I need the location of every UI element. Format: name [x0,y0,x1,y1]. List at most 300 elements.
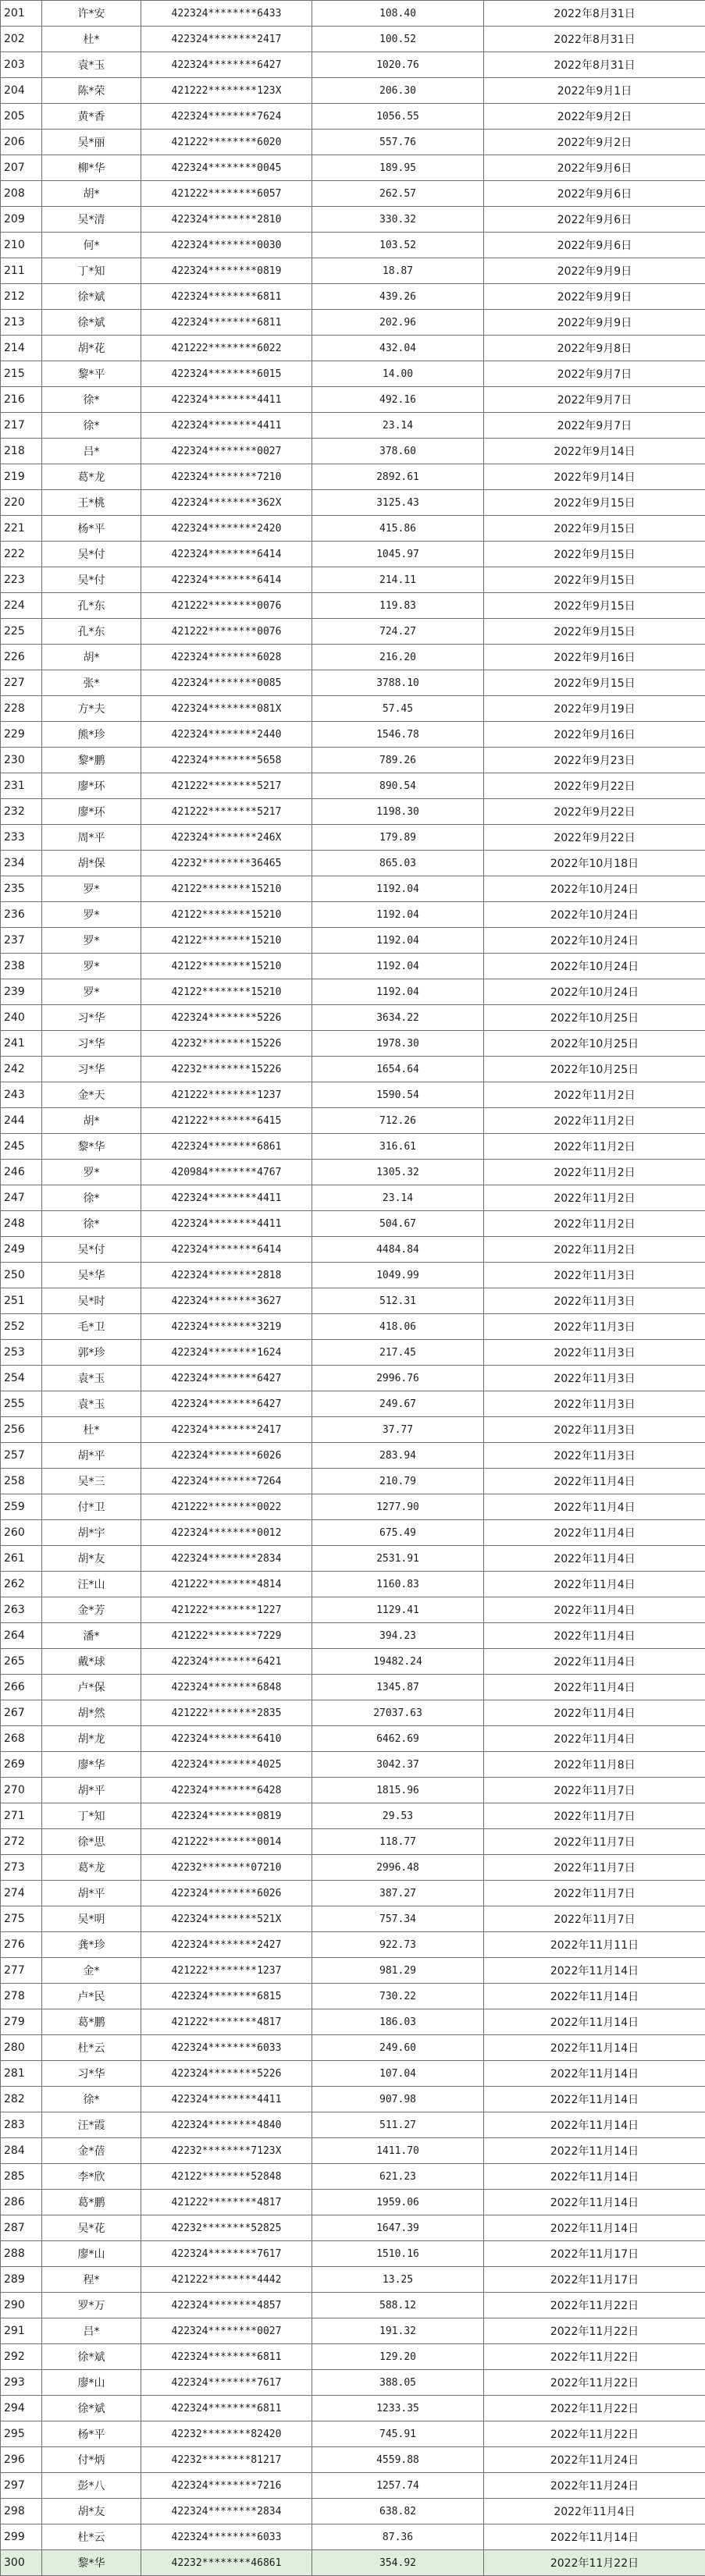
id-number-cell: 421222********4817 [141,2009,312,2035]
amount-cell: 1305.32 [312,1160,484,1185]
name-cell: 柳*华 [42,155,141,181]
date-cell: 2022年11月4日 [484,1700,705,1726]
amount-cell: 418.06 [312,1314,484,1340]
id-number-cell: 422324********0819 [141,1803,312,1829]
id-number-cell: 421222********4817 [141,2190,312,2215]
table-row [1,2370,705,2396]
table-row [1,1881,705,1906]
id-number-cell: 421222********6057 [141,181,312,207]
name-cell: 杨*平 [42,516,141,542]
name-cell: 吴*三 [42,1469,141,1494]
amount-cell: 387.27 [312,1881,484,1906]
table-row [1,1443,705,1469]
date-cell: 2022年9月14日 [484,464,705,490]
id-number-cell: 42232********36465 [141,851,312,876]
name-cell: 卢*民 [42,1984,141,2009]
date-cell: 2022年11月4日 [484,1649,705,1675]
row-index-cell: 251 [1,1288,42,1314]
table-row [1,2215,705,2241]
date-cell: 2022年9月16日 [484,645,705,670]
table-row [1,2190,705,2215]
name-cell: 吴*丽 [42,130,141,155]
row-index-cell: 206 [1,130,42,155]
table-row [1,361,705,387]
name-cell: 葛*鹏 [42,2190,141,2215]
date-cell: 2022年11月3日 [484,1391,705,1417]
table-row [1,593,705,619]
amount-cell: 907.98 [312,2087,484,2112]
amount-cell: 2996.48 [312,1855,484,1881]
date-cell: 2022年11月4日 [484,1726,705,1752]
id-number-cell: 421222********0076 [141,619,312,645]
table-row [1,1803,705,1829]
table-row [1,773,705,799]
table-row [1,2035,705,2061]
table-row [1,439,705,464]
table-row [1,1314,705,1340]
date-cell: 2022年10月24日 [484,928,705,954]
amount-cell: 378.60 [312,439,484,464]
date-cell: 2022年11月3日 [484,1263,705,1288]
table-row [1,1597,705,1623]
table-row [1,1185,705,1211]
table-row [1,1417,705,1443]
amount-cell: 712.26 [312,1108,484,1134]
table-row [1,2524,705,2550]
table-row [1,902,705,928]
amount-cell: 415.86 [312,516,484,542]
name-cell: 龚*珍 [42,1932,141,1958]
amount-cell: 107.04 [312,2061,484,2087]
name-cell: 习*华 [42,2061,141,2087]
row-index-cell: 233 [1,825,42,851]
amount-cell: 23.14 [312,1185,484,1211]
table-row [1,1778,705,1803]
row-index-cell: 217 [1,413,42,439]
date-cell: 2022年11月7日 [484,1778,705,1803]
name-cell: 胡*龙 [42,1726,141,1752]
id-number-cell: 42232********52825 [141,2215,312,2241]
id-number-cell: 422324********0819 [141,258,312,284]
name-cell: 孔*东 [42,593,141,619]
name-cell: 汪*山 [42,1572,141,1597]
amount-cell: 1192.04 [312,902,484,928]
name-cell: 胡* [42,181,141,207]
table-row [1,1057,705,1082]
id-number-cell: 421222********0022 [141,1494,312,1520]
id-number-cell: 42232********81217 [141,2447,312,2473]
name-cell: 胡* [42,645,141,670]
id-number-cell: 422324********6410 [141,1726,312,1752]
date-cell: 2022年9月1日 [484,78,705,104]
amount-cell: 216.20 [312,645,484,670]
date-cell: 2022年11月14日 [484,2524,705,2550]
amount-cell: 730.22 [312,1984,484,2009]
amount-cell: 118.77 [312,1829,484,1855]
row-index-cell: 293 [1,2370,42,2396]
amount-cell: 1233.35 [312,2396,484,2421]
name-cell: 胡*平 [42,1443,141,1469]
row-index-cell: 225 [1,619,42,645]
table-row [1,722,705,748]
row-index-cell: 229 [1,722,42,748]
id-number-cell: 421222********4814 [141,1572,312,1597]
id-number-cell: 422324********0027 [141,2318,312,2344]
id-number-cell: 422324********5226 [141,2061,312,2087]
amount-cell: 249.60 [312,2035,484,2061]
name-cell: 胡*然 [42,1700,141,1726]
amount-cell: 1192.04 [312,928,484,954]
name-cell: 徐*斌 [42,2344,141,2370]
id-number-cell: 422324********081X [141,696,312,722]
id-number-cell: 42232********7123X [141,2138,312,2164]
row-index-cell: 296 [1,2447,42,2473]
date-cell: 2022年11月24日 [484,2473,705,2499]
name-cell: 徐*斌 [42,310,141,336]
id-number-cell: 42122********52848 [141,2164,312,2190]
table-row [1,52,705,78]
id-number-cell: 422324********2440 [141,722,312,748]
id-number-cell: 422324********521X [141,1906,312,1932]
row-index-cell: 202 [1,27,42,52]
id-number-cell: 422324********0012 [141,1520,312,1546]
id-number-cell: 422324********7617 [141,2370,312,2396]
name-cell: 郭*珍 [42,1340,141,1366]
amount-cell: 1654.64 [312,1057,484,1082]
name-cell: 彭*八 [42,2473,141,2499]
name-cell: 吴*付 [42,542,141,567]
id-number-cell: 422324********6414 [141,1237,312,1263]
id-number-cell: 422324********6026 [141,1443,312,1469]
row-index-cell: 227 [1,670,42,696]
amount-cell: 922.73 [312,1932,484,1958]
name-cell: 金* [42,1958,141,1984]
row-index-cell: 234 [1,851,42,876]
date-cell: 2022年11月22日 [484,2293,705,2318]
table-row [1,181,705,207]
amount-cell: 316.61 [312,1134,484,1160]
date-cell: 2022年11月2日 [484,1160,705,1185]
amount-cell: 37.77 [312,1417,484,1443]
date-cell: 2022年9月7日 [484,361,705,387]
id-number-cell: 422324********6811 [141,310,312,336]
id-number-cell: 422324********6861 [141,1134,312,1160]
row-index-cell: 221 [1,516,42,542]
amount-cell: 789.26 [312,748,484,773]
row-index-cell: 212 [1,284,42,310]
date-cell: 2022年9月6日 [484,155,705,181]
table-row [1,2009,705,2035]
date-cell: 2022年9月6日 [484,181,705,207]
table-row [1,1031,705,1057]
name-cell: 戴*球 [42,1649,141,1675]
name-cell: 葛*鹏 [42,2009,141,2035]
amount-cell: 129.20 [312,2344,484,2370]
row-index-cell: 276 [1,1932,42,1958]
name-cell: 孔*东 [42,619,141,645]
name-cell: 罗* [42,928,141,954]
table-row [1,1958,705,1984]
table-row [1,1932,705,1958]
amount-cell: 103.52 [312,233,484,258]
amount-cell: 675.49 [312,1520,484,1546]
row-index-cell: 210 [1,233,42,258]
name-cell: 胡*友 [42,1546,141,1572]
table-row [1,1675,705,1700]
id-number-cell: 422324********4411 [141,413,312,439]
amount-cell: 1198.30 [312,799,484,825]
amount-cell: 87.36 [312,2524,484,2550]
table-row [1,2396,705,2421]
name-cell: 徐*斌 [42,284,141,310]
amount-cell: 217.45 [312,1340,484,1366]
name-cell: 付*炳 [42,2447,141,2473]
row-index-cell: 237 [1,928,42,954]
date-cell: 2022年11月3日 [484,1417,705,1443]
row-index-cell: 275 [1,1906,42,1932]
name-cell: 毛*卫 [42,1314,141,1340]
row-index-cell: 236 [1,902,42,928]
date-cell: 2022年11月3日 [484,1443,705,1469]
row-index-cell: 298 [1,2499,42,2524]
amount-cell: 724.27 [312,619,484,645]
date-cell: 2022年11月14日 [484,2009,705,2035]
table-row [1,542,705,567]
date-cell: 2022年11月14日 [484,2087,705,2112]
amount-cell: 4559.88 [312,2447,484,2473]
id-number-cell: 422324********6427 [141,52,312,78]
amount-cell: 890.54 [312,773,484,799]
name-cell: 罗* [42,876,141,902]
name-cell: 吴*付 [42,1237,141,1263]
row-index-cell: 255 [1,1391,42,1417]
date-cell: 2022年9月23日 [484,748,705,773]
row-index-cell: 295 [1,2421,42,2447]
date-cell: 2022年9月2日 [484,130,705,155]
amount-cell: 588.12 [312,2293,484,2318]
id-number-cell: 422324********6026 [141,1881,312,1906]
amount-cell: 1546.78 [312,722,484,748]
name-cell: 袁*玉 [42,52,141,78]
id-number-cell: 422324********6421 [141,1649,312,1675]
row-index-cell: 271 [1,1803,42,1829]
date-cell: 2022年9月15日 [484,593,705,619]
amount-cell: 1056.55 [312,104,484,130]
id-number-cell: 422324********362X [141,490,312,516]
row-index-cell: 291 [1,2318,42,2344]
table-row [1,1263,705,1288]
date-cell: 2022年9月15日 [484,516,705,542]
date-cell: 2022年11月3日 [484,1288,705,1314]
table-row [1,2499,705,2524]
name-cell: 张* [42,670,141,696]
name-cell: 何* [42,233,141,258]
date-cell: 2022年11月4日 [484,1675,705,1700]
id-number-cell: 422324********0030 [141,233,312,258]
table-row [1,825,705,851]
name-cell: 金*蓓 [42,2138,141,2164]
amount-cell: 27037.63 [312,1700,484,1726]
id-number-cell: 421222********0014 [141,1829,312,1855]
name-cell: 徐* [42,1211,141,1237]
amount-cell: 214.11 [312,567,484,593]
row-index-cell: 299 [1,2524,42,2550]
table-row [1,1237,705,1263]
date-cell: 2022年11月7日 [484,1803,705,1829]
table-row [1,207,705,233]
date-cell: 2022年11月4日 [484,1572,705,1597]
id-number-cell: 422324********6815 [141,1984,312,2009]
date-cell: 2022年10月25日 [484,1005,705,1031]
table-row [1,1005,705,1031]
row-index-cell: 265 [1,1649,42,1675]
name-cell: 吴*明 [42,1906,141,1932]
id-number-cell: 42122********15210 [141,954,312,979]
name-cell: 黎*平 [42,361,141,387]
amount-cell: 1590.54 [312,1082,484,1108]
amount-cell: 1020.76 [312,52,484,78]
table-row [1,696,705,722]
row-index-cell: 283 [1,2112,42,2138]
name-cell: 丁*知 [42,1803,141,1829]
name-cell: 廖*山 [42,2370,141,2396]
amount-cell: 23.14 [312,413,484,439]
table-row [1,233,705,258]
table-row [1,1984,705,2009]
row-index-cell: 292 [1,2344,42,2370]
id-number-cell: 422324********6427 [141,1391,312,1417]
name-cell: 吴*华 [42,1263,141,1288]
table-row [1,1494,705,1520]
table-row [1,1211,705,1237]
table-row [1,2267,705,2293]
amount-cell: 3125.43 [312,490,484,516]
id-number-cell: 422324********2427 [141,1932,312,1958]
name-cell: 胡*友 [42,2499,141,2524]
row-index-cell: 213 [1,310,42,336]
id-number-cell: 422324********7617 [141,2241,312,2267]
name-cell: 葛*龙 [42,1855,141,1881]
row-index-cell: 241 [1,1031,42,1057]
name-cell: 吴*时 [42,1288,141,1314]
amount-cell: 202.96 [312,310,484,336]
name-cell: 卢*保 [42,1675,141,1700]
amount-cell: 3634.22 [312,1005,484,1031]
id-number-cell: 421222********7229 [141,1623,312,1649]
row-index-cell: 286 [1,2190,42,2215]
date-cell: 2022年11月7日 [484,1906,705,1932]
amount-cell: 186.03 [312,2009,484,2035]
date-cell: 2022年9月6日 [484,207,705,233]
table-row [1,799,705,825]
table-row [1,979,705,1005]
table-row [1,1752,705,1778]
row-index-cell: 238 [1,954,42,979]
date-cell: 2022年11月2日 [484,1211,705,1237]
date-cell: 2022年10月24日 [484,902,705,928]
amount-cell: 621.23 [312,2164,484,2190]
table-row [1,2447,705,2473]
row-index-cell: 262 [1,1572,42,1597]
table-row [1,2318,705,2344]
row-index-cell: 300 [1,2550,42,2576]
id-number-cell: 422324********2417 [141,1417,312,1443]
amount-cell: 432.04 [312,336,484,361]
table-row [1,387,705,413]
amount-cell: 330.32 [312,207,484,233]
amount-cell: 13.25 [312,2267,484,2293]
row-index-cell: 297 [1,2473,42,2499]
table-row [1,567,705,593]
row-index-cell: 215 [1,361,42,387]
table-row [1,670,705,696]
date-cell: 2022年10月24日 [484,979,705,1005]
id-number-cell: 422324********4025 [141,1752,312,1778]
row-index-cell: 294 [1,2396,42,2421]
amount-cell: 3042.37 [312,1752,484,1778]
date-cell: 2022年9月2日 [484,104,705,130]
date-cell: 2022年11月22日 [484,2318,705,2344]
table-row [1,1391,705,1417]
table-row [1,2164,705,2190]
amount-cell: 57.45 [312,696,484,722]
row-index-cell: 285 [1,2164,42,2190]
date-cell: 2022年11月3日 [484,1314,705,1340]
row-index-cell: 256 [1,1417,42,1443]
name-cell: 潘* [42,1623,141,1649]
date-cell: 2022年10月25日 [484,1057,705,1082]
row-index-cell: 214 [1,336,42,361]
date-cell: 2022年11月14日 [484,2164,705,2190]
date-cell: 2022年11月4日 [484,1546,705,1572]
id-number-cell: 421222********4442 [141,2267,312,2293]
id-number-cell: 422324********4840 [141,2112,312,2138]
id-number-cell: 421222********5217 [141,799,312,825]
name-cell: 金*天 [42,1082,141,1108]
id-number-cell: 42122********15210 [141,928,312,954]
date-cell: 2022年11月4日 [484,1520,705,1546]
row-index-cell: 216 [1,387,42,413]
id-number-cell: 42232********15226 [141,1031,312,1057]
date-cell: 2022年11月22日 [484,2421,705,2447]
row-index-cell: 267 [1,1700,42,1726]
table-row [1,413,705,439]
row-index-cell: 278 [1,1984,42,2009]
amount-cell: 1160.83 [312,1572,484,1597]
date-cell: 2022年9月7日 [484,387,705,413]
id-number-cell: 42232********82420 [141,2421,312,2447]
id-number-cell: 42122********15210 [141,876,312,902]
date-cell: 2022年11月22日 [484,2550,705,2576]
table-row [1,78,705,104]
name-cell: 杜* [42,27,141,52]
date-cell: 2022年9月15日 [484,567,705,593]
date-cell: 2022年11月2日 [484,1134,705,1160]
id-number-cell: 42232********15226 [141,1057,312,1082]
amount-cell: 1978.30 [312,1031,484,1057]
table-row [1,490,705,516]
amount-cell: 354.92 [312,2550,484,2576]
date-cell: 2022年9月22日 [484,773,705,799]
name-cell: 丁*知 [42,258,141,284]
id-number-cell: 421222********1227 [141,1597,312,1623]
name-cell: 杨*平 [42,2421,141,2447]
id-number-cell: 422324********6848 [141,1675,312,1700]
row-index-cell: 240 [1,1005,42,1031]
amount-cell: 757.34 [312,1906,484,1932]
table-row [1,1700,705,1726]
amount-cell: 206.30 [312,78,484,104]
